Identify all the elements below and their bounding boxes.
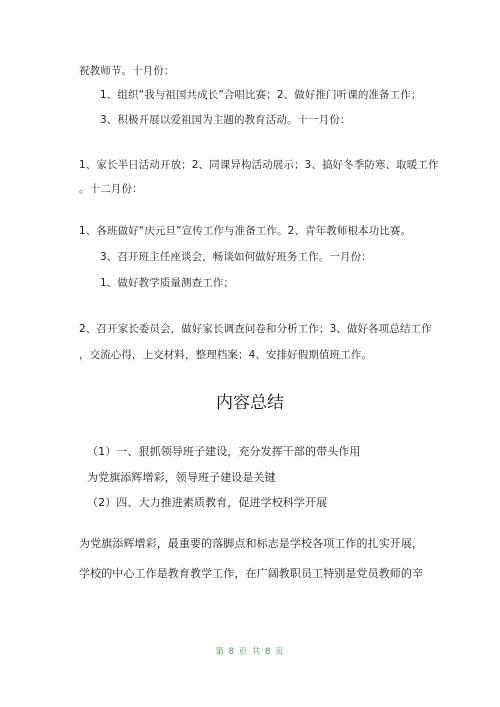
text-line: 1、做好教学质量测查工作； — [100, 277, 234, 289]
summary-line: 为党旗添辉增彩，领导班子建设是关键 — [87, 471, 276, 484]
section-title: 内容总结 — [216, 393, 284, 413]
text-line: 1、家长半日活动开放；2、同课异构活动展示；3、搞好冬季防寒、取暖工作 — [79, 159, 439, 171]
text-line: 1、组织“我与祖国共成长”合唱比赛；2、做好推门听课的准备工作； — [100, 89, 422, 101]
text-line: 。十二月份： — [79, 183, 143, 195]
summary-line: 为党旗添辉增彩，最重要的落脚点和标志是学校各项工作的扎实开展， — [79, 537, 424, 550]
text-line: 3、召开班主任座谈会，畅谈如何做好班务工作。一月份： — [100, 251, 372, 263]
text-line: 祝教师节。十月份： — [79, 65, 175, 77]
text-line: ，交流心得，上交材料，整理档案；4、安排好假期值班工作。 — [79, 349, 372, 361]
summary-line: （2）四、大力推进素质教育，促进学校科学开展 — [87, 496, 328, 509]
summary-line: （1）一、狠抓领导班子建设，充分发挥干部的带头作用 — [87, 445, 361, 458]
page-footer: 第 8 页 共 8 页 — [215, 647, 285, 657]
summary-line: 学校的中心工作是教育教学工作，在广阔教职员工特别是党员教师的辛 — [79, 567, 424, 580]
text-line: 3、积极开展以爱祖国为主题的教育活动。十一月份： — [100, 114, 351, 126]
text-line: 1、各班做好“庆元旦”宣传工作与准备工作。2、青年教师根本功比赛。 — [79, 225, 412, 237]
text-line: 2、召开家长委员会，做好家长调查问卷和分析工作；3、做好各项总结工作 — [79, 323, 432, 335]
